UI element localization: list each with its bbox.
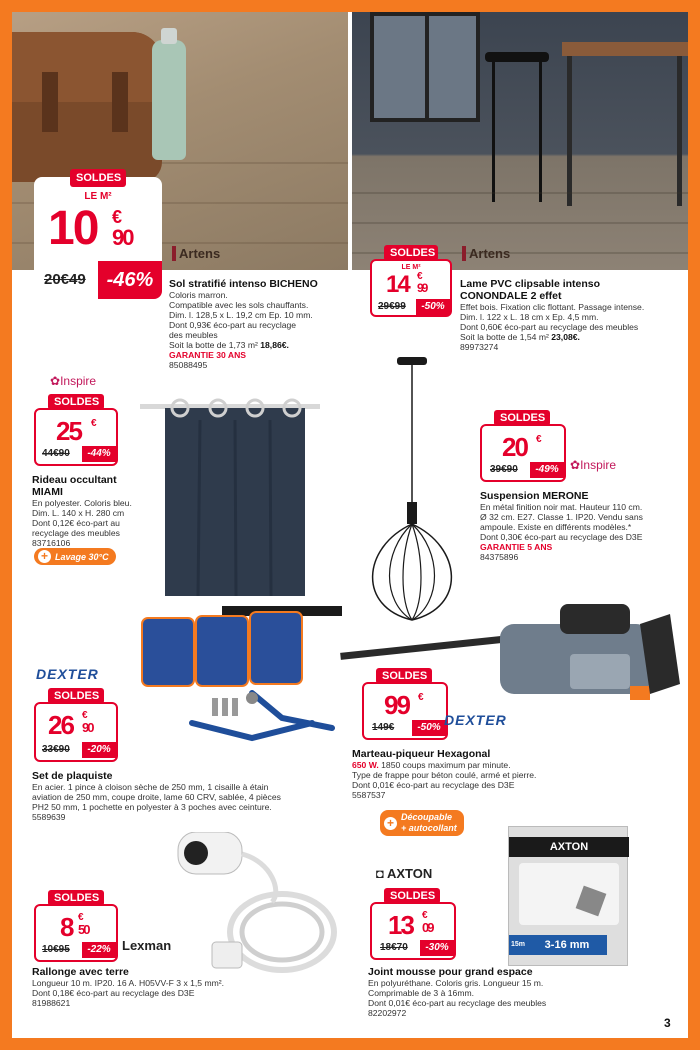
- page-number: 3: [664, 1016, 671, 1030]
- desc-line: En métal finition noir mat. Hauteur 110 cm.: [480, 502, 643, 512]
- desc-line: recyclage des meubles: [32, 528, 120, 538]
- pliers-handle: [192, 723, 312, 738]
- price-tag-bicheno: [34, 172, 162, 311]
- bar-stool-image: [492, 52, 542, 202]
- soldes-label: SOLDES: [384, 888, 440, 904]
- product-title: Rallonge avec terre: [32, 966, 129, 978]
- plus-icon: +: [384, 817, 397, 830]
- price-decimals: 50: [78, 922, 89, 937]
- desc-line: Compatible avec les sols chauffants.: [169, 300, 309, 310]
- desc-line: ampoule. Existe en différents modèles.*: [480, 522, 632, 532]
- discount-badge: -46%: [98, 261, 162, 299]
- desc-line: Dont 0,93€ éco-part au recyclage: [169, 320, 297, 330]
- product-jackhammer-info: [352, 748, 652, 800]
- old-price: 20€49: [44, 271, 86, 288]
- product-ref: 85088495: [169, 360, 208, 370]
- tool-pouch: [142, 618, 194, 686]
- price-tag-jackhammer: [362, 668, 448, 742]
- price-integer: 26: [48, 710, 73, 740]
- product-ref: 81988621: [32, 998, 71, 1008]
- brand-inspire-logo: ✿Inspire: [570, 458, 617, 472]
- old-price: 29€99: [378, 301, 406, 312]
- leather-bag-image: [12, 32, 162, 182]
- desc-line: Dont 0,01€ éco-part au recyclage des D3E: [352, 780, 515, 790]
- product-title-line2: MIAMI: [32, 486, 63, 498]
- product-title: Lame PVC clipsable intenso: [460, 278, 601, 290]
- product-ref: 84375896: [480, 552, 519, 562]
- price-integer: 13: [388, 910, 413, 940]
- price-currency: €: [82, 710, 86, 721]
- botte-text: Soit la botte de 1,54 m²: [460, 332, 549, 342]
- brand-inspire-logo: ✿Inspire: [50, 374, 97, 388]
- product-bicheno-info: [169, 278, 349, 370]
- desc-line: Dim. l. 122 x L. 18 cm x Ep. 4,5 mm.: [460, 312, 599, 322]
- price-integer: 8: [60, 912, 73, 942]
- soldes-label: SOLDES: [384, 245, 438, 261]
- price-tag-miami: [34, 394, 118, 468]
- cord-plug: [212, 942, 242, 968]
- product-title: Sol stratifié intenso BICHENO: [169, 278, 318, 290]
- soldes-label: SOLDES: [376, 668, 432, 684]
- product-rallonge-info: [32, 966, 332, 1008]
- botte-price: 18,86€.: [260, 340, 289, 350]
- soldes-label: SOLDES: [48, 394, 104, 410]
- price-tag-joint: [370, 888, 456, 964]
- product-title: Set de plaquiste: [32, 770, 113, 782]
- desc-line: Coloris marron.: [169, 290, 228, 300]
- plus-icon: +: [38, 550, 51, 563]
- price-tag-merone: [480, 410, 566, 486]
- brand-artens-logo: Artens: [462, 246, 510, 261]
- plaquiste-tool-set-image: [132, 598, 344, 774]
- price-integer: 10: [48, 202, 98, 255]
- price-currency: €: [78, 912, 82, 923]
- desc-line: des meubles: [169, 330, 218, 340]
- desc-line: 1850 coups maximum par minute.: [381, 760, 511, 770]
- price-currency: €: [422, 910, 426, 921]
- soldes-label: SOLDES: [494, 410, 550, 426]
- old-price: 39€90: [490, 464, 518, 475]
- product-joint-info: [368, 966, 668, 1018]
- decoupable-badge: + Découpable + autocollant: [380, 810, 464, 836]
- lavage-badge: + Lavage 30°C: [34, 548, 116, 565]
- brand-dexter-logo: DEXTER: [444, 712, 507, 728]
- snips-handle: [252, 693, 332, 728]
- price-decimals: 99: [417, 281, 427, 295]
- old-price: 33€90: [42, 744, 70, 755]
- foam-joint-package-image: [508, 826, 628, 966]
- discount-badge: -49%: [530, 462, 564, 478]
- bottle-image: [152, 40, 186, 160]
- price-decimals: 90: [112, 225, 133, 250]
- discount-badge: -50%: [416, 299, 450, 315]
- botte-text: Soit la botte de 1,73 m²: [169, 340, 258, 350]
- price-currency: €: [91, 418, 95, 429]
- soldes-label: SOLDES: [48, 688, 104, 704]
- discount-badge: -44%: [82, 446, 116, 462]
- lamp-canopy: [397, 357, 427, 365]
- desc-line: Longueur 10 m. IP20. 16 A. H05VV-F 3 x 1,5 mm².: [32, 978, 225, 988]
- brand-axton-logo: ◘ AXTON: [376, 866, 433, 881]
- discount-badge: -50%: [412, 720, 446, 736]
- desc-line: Dont 0,30€ éco-part au recyclage des D3E: [480, 532, 643, 542]
- desc-line: Dim. L. 140 x H. 280 cm: [32, 508, 125, 518]
- product-ref: 89973274: [460, 342, 499, 352]
- desc-line: Type de frappe pour béton coulé, armé et pierre.: [352, 770, 537, 780]
- price-integer: 25: [56, 416, 81, 446]
- product-ref: 5587537: [352, 790, 386, 800]
- chisel-bit: [340, 635, 510, 660]
- price-integer: 99: [384, 690, 409, 720]
- discount-badge: -30%: [420, 940, 454, 956]
- product-conondale-info: [460, 278, 688, 352]
- product-title: Joint mousse pour grand espace: [368, 966, 533, 978]
- old-price: 149€: [372, 722, 395, 733]
- product-title: Marteau-piqueur Hexagonal: [352, 748, 491, 760]
- old-price: 18€70: [380, 942, 408, 953]
- brand-lexman-logo: Lexman: [122, 938, 172, 953]
- brand-artens-logo: Artens: [172, 246, 220, 261]
- desc-line: Dont 0,18€ éco-part au recyclage des D3E: [32, 988, 195, 998]
- price-integer: 20: [502, 432, 527, 462]
- extension-cord-image: [172, 832, 342, 982]
- soldes-label: SOLDES: [70, 169, 126, 187]
- jackhammer-handle: [560, 604, 630, 634]
- desc-line: Dim. l. 128,5 x L. 19,2 cm Ep. 10 mm.: [169, 310, 313, 320]
- product-title: Rideau occultant: [32, 474, 117, 486]
- lamp-socket: [407, 502, 417, 524]
- botte-price: 23,08€.: [551, 332, 580, 342]
- product-title: Suspension MERONE: [480, 490, 589, 502]
- price-currency: €: [536, 434, 540, 445]
- discount-badge: -20%: [82, 742, 116, 758]
- discount-badge: -22%: [82, 942, 116, 958]
- brand-dexter-logo: DEXTER: [36, 666, 99, 682]
- price-tag-conondale: [370, 245, 452, 321]
- price-integer: 14: [386, 271, 409, 298]
- desc-line: PH2 50 mm, 1 pochette en polyester à 3 poches avec ceinture.: [32, 802, 272, 812]
- package-length: 15m: [509, 935, 527, 955]
- unit-label: LE M²: [401, 264, 421, 271]
- price-tag-rallonge: [34, 890, 118, 966]
- guarantee-label: GARANTIE 5 ANS: [480, 542, 553, 552]
- axton-mark-icon: ◘: [376, 866, 384, 881]
- price-decimals: 90: [82, 720, 93, 735]
- soldes-label: SOLDES: [48, 890, 104, 906]
- pvc-floor-photo: [352, 12, 688, 270]
- price-currency: €: [418, 692, 422, 703]
- price-tag-plaquiste: [34, 688, 118, 766]
- desc-line: En polyester. Coloris bleu.: [32, 498, 132, 508]
- tool-pouch: [250, 612, 302, 684]
- desc-line: En acier. 1 pince à cloison sèche de 250 mm, 1 cisaille à étain: [32, 782, 269, 792]
- curtain-image: [140, 390, 320, 596]
- desc-line: En polyuréthane. Coloris gris. Longueur 15 m.: [368, 978, 544, 988]
- guarantee-label: GARANTIE 30 ANS: [169, 350, 247, 360]
- desc-line: Ø 32 cm. E27. Classe 1. IP20. Vendu sans: [480, 512, 643, 522]
- product-ref: 82202972: [368, 1008, 407, 1018]
- price-currency: €: [112, 207, 121, 227]
- product-ref: 5589639: [32, 812, 66, 822]
- product-merone-info: [480, 490, 686, 562]
- price-currency: €: [417, 271, 421, 282]
- product-title-line2: CONONDALE 2 effet: [460, 290, 562, 302]
- desc-line: Dont 0,12€ éco-part au: [32, 518, 120, 528]
- package-brand-band: AXTON: [509, 837, 629, 857]
- package-size-band: 3-16 mm: [527, 935, 607, 955]
- unit-label: LE M²: [84, 191, 112, 202]
- catalog-page: [12, 12, 688, 1038]
- tool-pouch: [196, 616, 248, 686]
- flower-icon: ✿: [50, 374, 61, 388]
- price-decimals: 09: [422, 920, 433, 935]
- product-ref: 83716106: [32, 538, 71, 548]
- desc-line: Dont 0,60€ éco-part au recyclage des meubles: [460, 322, 639, 332]
- product-plaquiste-info: [32, 770, 342, 822]
- desc-line: aviation de 250 mm, coupe droite, lame 60 CRV, sablée, 4 pièces: [32, 792, 281, 802]
- desc-line: Dont 0,01€ éco-part au recyclage des meubles: [368, 998, 547, 1008]
- package-illustration: [519, 863, 619, 925]
- power-value: 650 W.: [352, 760, 379, 770]
- flower-icon: ✿: [570, 458, 581, 472]
- desc-line: Comprimable de 3 à 16mm.: [368, 988, 475, 998]
- desc-line: Effet bois. Fixation clic flottant. Passage intense.: [460, 302, 645, 312]
- old-price: 44€90: [42, 448, 70, 459]
- old-price: 10€95: [42, 944, 70, 955]
